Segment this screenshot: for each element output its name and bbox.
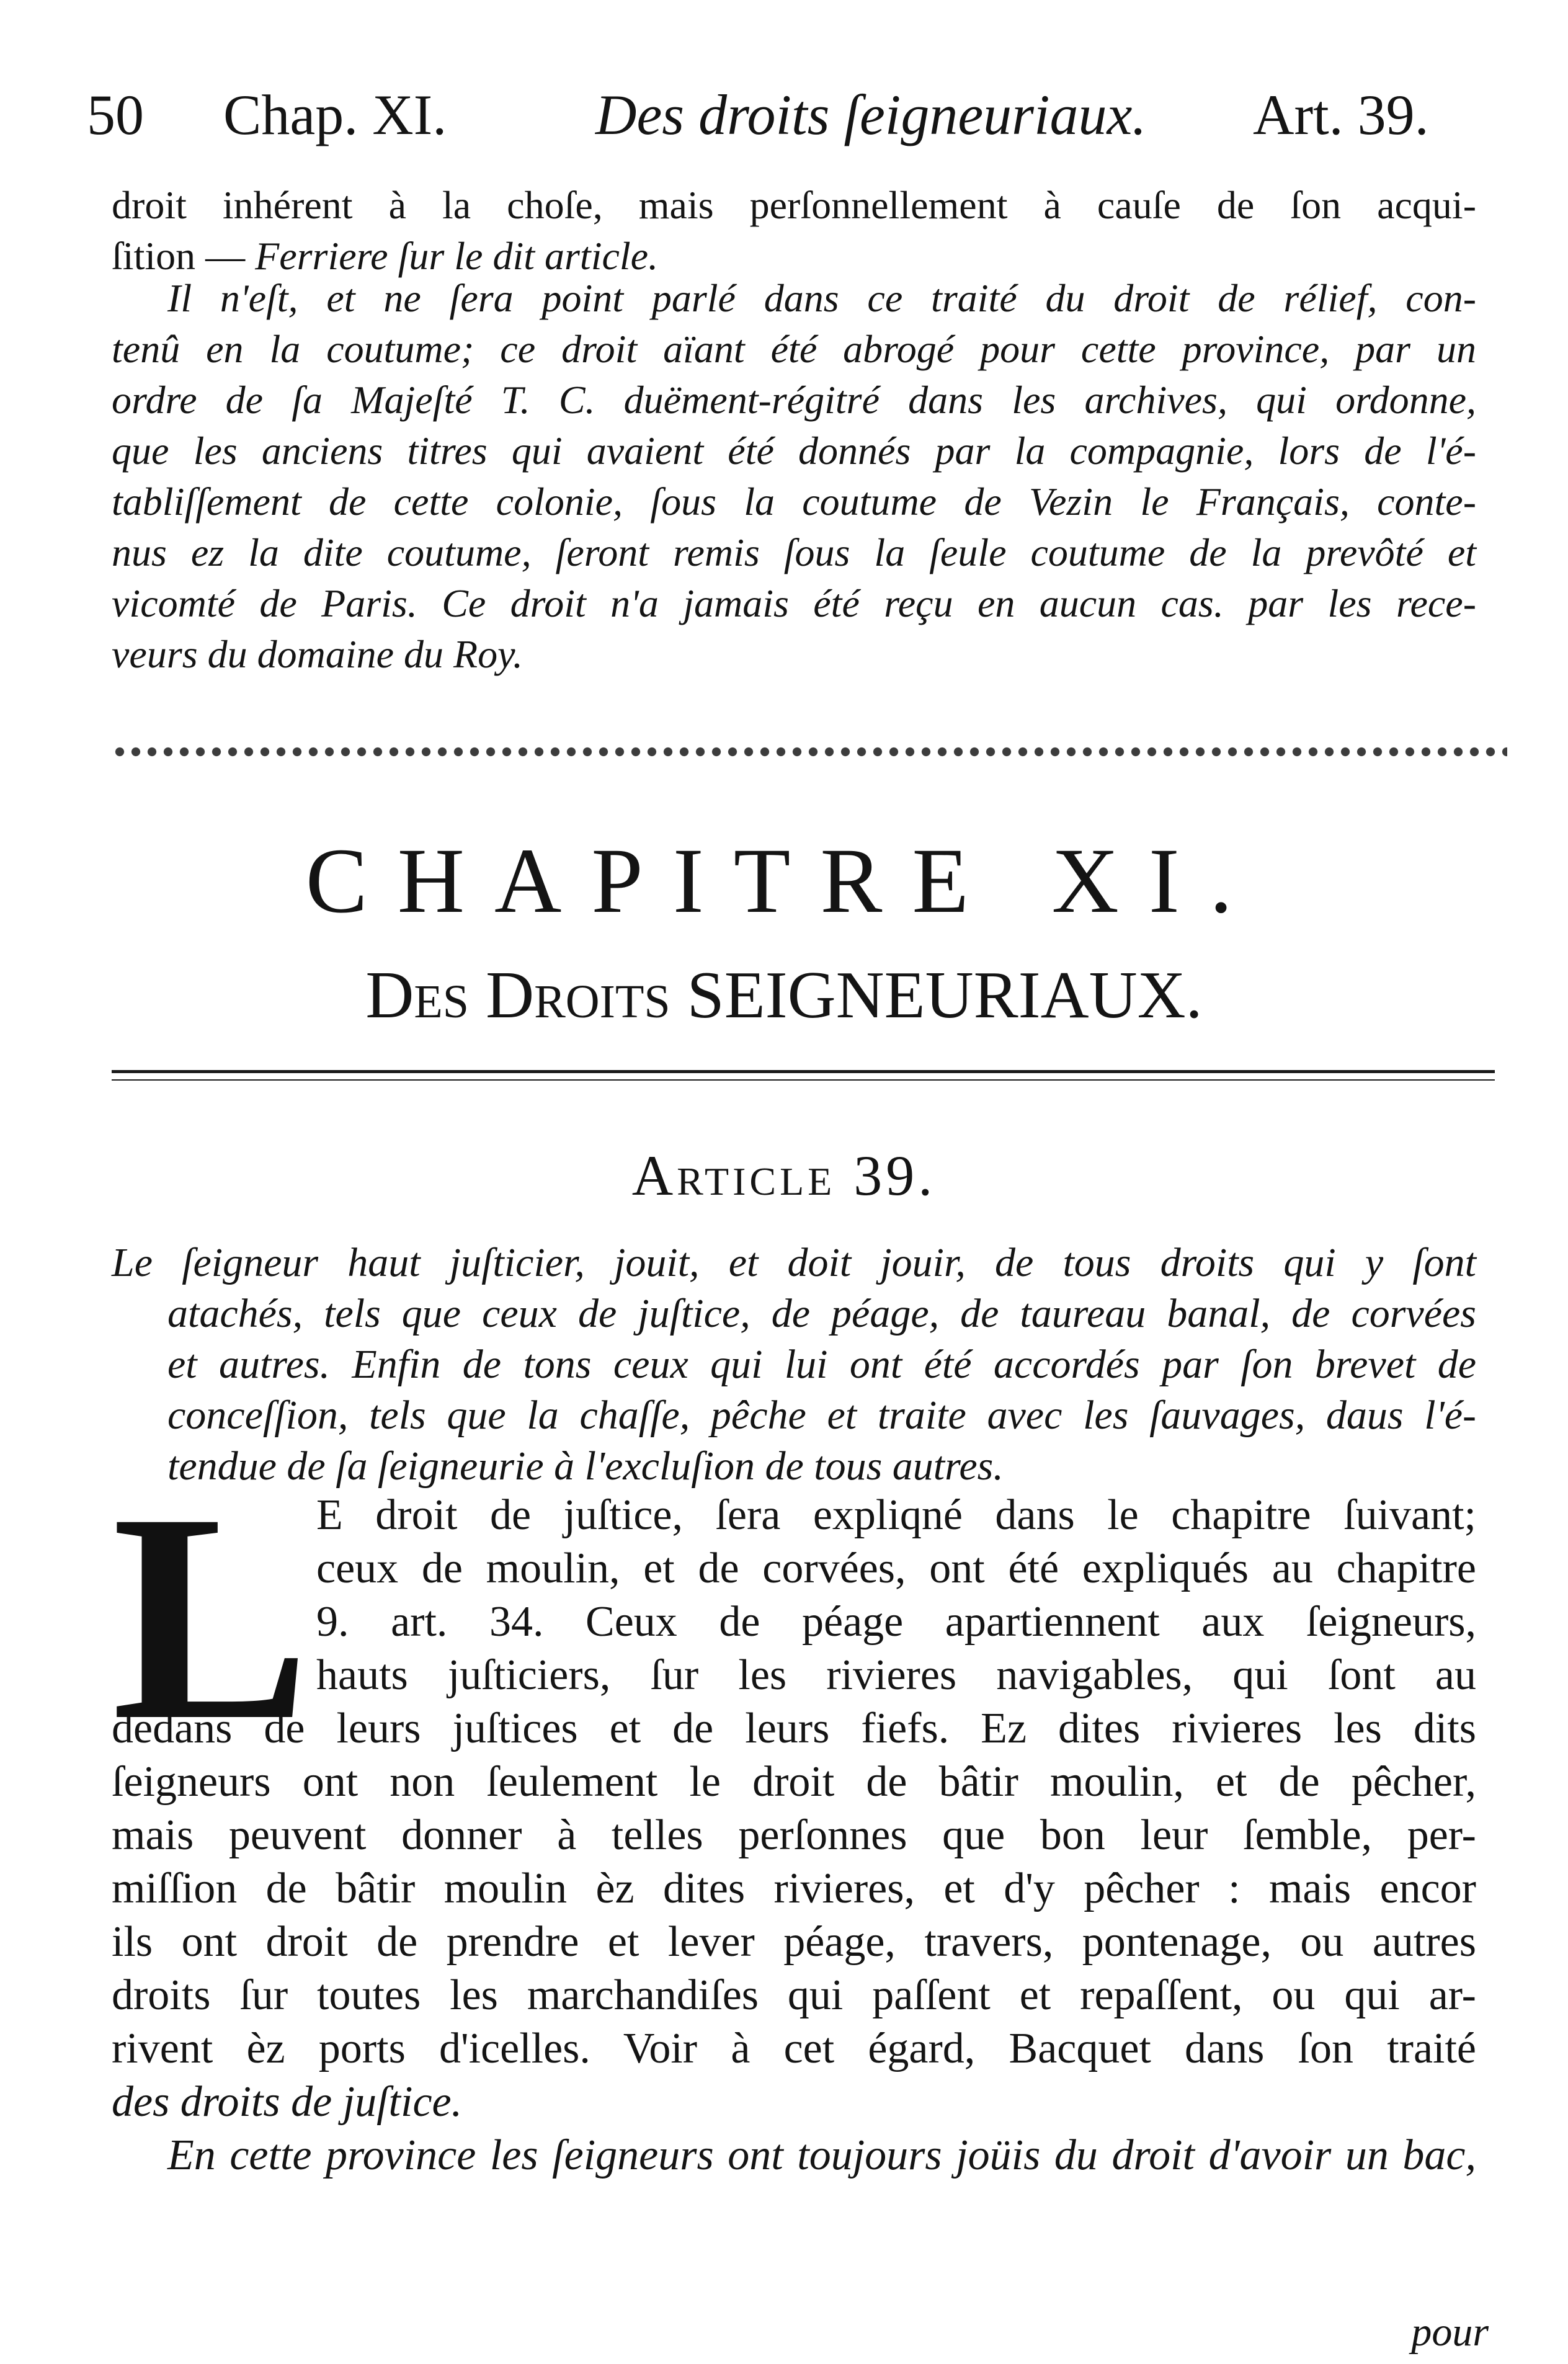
text-line: droit inhérent à la choſe, mais perſonnellement à cauſe de ſon acqui-: [112, 183, 1476, 227]
text-line: droits ſur toutes les marchandiſes qui paſſent et repaſſent, ou qui ar-: [112, 1971, 1476, 2019]
text-line: et autres. Enfin de tons ceux qui lui ont été accordés par ſon brevet de: [167, 1342, 1476, 1387]
article-text: [112, 1238, 1476, 1492]
editorial-note: [112, 273, 1476, 680]
catchword: pour: [1411, 2309, 1489, 2355]
running-head: [87, 68, 1489, 161]
text-line: En cette province les ſeigneurs ont toujours joüis du droit d'avoir un bac,: [167, 2131, 1476, 2179]
text-fragment: ſition —: [112, 234, 256, 278]
text-line: rivent èz ports d'icelles. Voir à cet égard, Bacquet dans ſon traité: [112, 2025, 1476, 2072]
page-number: 50: [87, 83, 144, 146]
text-line: conceſſion, tels que la chaſſe, pêche et traite avec les ſauvages, daus l'é-: [167, 1393, 1476, 1438]
text-line: Il n'eſt, et ne ſera point parlé dans ce traité du droit de rélief, con-: [167, 276, 1476, 320]
text-line: vicomté de Paris. Ce droit n'a jamais été reçu en aucun cas. par les rece-: [112, 581, 1476, 625]
text-line: que les anciens titres qui avaient été donnés par la compagnie, lors de l'é-: [112, 429, 1476, 473]
drop-cap: L: [112, 1452, 311, 1782]
heading-rule: [112, 1070, 1495, 1073]
text-line: tenû en la coutume; ce droit aïant été abrogé pour cette province, par un: [112, 327, 1476, 371]
continued-paragraph: [112, 180, 1476, 282]
running-head-chapter: Chap. XI.: [223, 83, 447, 146]
text-line: mais peuvent donner à telles perſonnes que bon leur ſemble, per-: [112, 1811, 1476, 1859]
chapter-heading: CHAPITRE XI.: [305, 829, 1263, 932]
text-line: des droits de juſtice.: [112, 2078, 463, 2126]
text-line: nus ez la dite coutume, ſeront remis ſous la ſeule coutume de la prevôté et: [112, 530, 1476, 574]
text-line: tabliſſement de cette colonie, ſous la coutume de Vezin le Français, conte-: [112, 479, 1476, 524]
text-line: miſſion de bâtir moulin èz dites rivieres, et d'y pêcher : mais encor: [112, 1865, 1476, 1912]
text-line: tendue de ſa ſeigneurie à l'excluſion de tous autres.: [167, 1443, 1004, 1489]
citation: Ferriere ſur le dit article.: [255, 234, 659, 278]
chapter-subtitle: Des Droits SEIGNEURIAUX.: [365, 958, 1203, 1032]
ornamental-divider: [112, 744, 1507, 759]
text-line: ceux de moulin, et de corvées, ont été expliqués au chapitre: [316, 1545, 1476, 1592]
text-line: Le ſeigneur haut juſticier, jouit, et doit jouir, de tous droits qui y ſont: [112, 1240, 1476, 1285]
text-line: ils ont droit de prendre et lever péage, travers, pontenage, ou autres: [112, 1918, 1476, 1966]
text-line: ſeigneurs ont non ſeulement le droit de bâtir moulin, et de pêcher,: [112, 1758, 1476, 1806]
running-head-title: Des droits ſeigneuriaux.: [595, 83, 1147, 146]
article-heading: Article 39.: [631, 1144, 937, 1207]
text-line: dedans de leurs juſtices et de leurs fiefs. Ez dites rivieres les dits: [112, 1705, 1476, 1752]
running-head-article: Art. 39.: [1253, 83, 1429, 146]
text-line: ordre de ſa Majeſté T. C. duëment-régitré dans les archives, qui ordonne,: [112, 378, 1476, 422]
text-line: E droit de juſtice, ſera expliqné dans le chapitre ſuivant;: [316, 1491, 1476, 1539]
heading-rule-thin: [112, 1079, 1495, 1081]
text-line: hauts juſticiers, ſur les rivieres navigables, qui ſont au: [316, 1651, 1476, 1699]
text-line: veurs du domaine du Roy.: [112, 632, 523, 676]
text-line: atachés, tels que ceux de juſtice, de péage, de taureau banal, de corvées: [167, 1291, 1476, 1336]
text-line: 9. art. 34. Ceux de péage apartiennent aux ſeigneurs,: [316, 1598, 1476, 1646]
